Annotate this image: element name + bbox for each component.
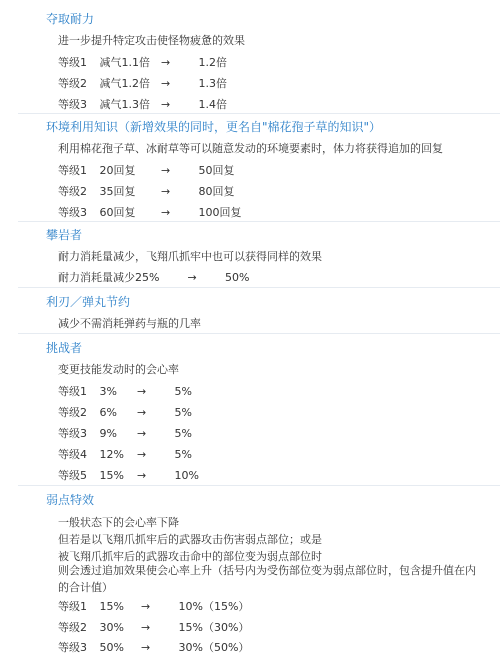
level-to-value: 10%（15%） bbox=[178, 600, 250, 613]
level-label: 等级3 bbox=[58, 641, 87, 654]
section-description-line: 则会透过追加效果使会心率上升（括号内为受伤部位变为弱点部位时，包含提升值在内的合计值） bbox=[58, 564, 476, 594]
level-row bbox=[58, 96, 227, 112]
level-from-value: 50% bbox=[99, 641, 124, 654]
section-description: 耐力消耗量减少，飞翔爪抓牢中也可以获得同样的效果 bbox=[58, 250, 322, 263]
level-from-value: 15% bbox=[99, 600, 124, 613]
arrow-icon: → bbox=[161, 56, 171, 69]
level-row bbox=[58, 204, 242, 220]
level-row bbox=[58, 598, 249, 614]
level-label: 耐力消耗量减少25% bbox=[58, 271, 160, 284]
level-label: 等级4 bbox=[58, 448, 87, 461]
level-to-value: 5% bbox=[174, 448, 192, 461]
arrow-icon: → bbox=[141, 621, 151, 634]
level-row bbox=[58, 619, 249, 635]
level-row bbox=[58, 639, 249, 655]
section-divider bbox=[18, 485, 500, 486]
arrow-icon: → bbox=[137, 469, 147, 482]
section-description: 变更技能发动时的会心率 bbox=[58, 363, 179, 376]
level-row bbox=[58, 404, 192, 420]
arrow-icon: → bbox=[161, 98, 171, 111]
level-row bbox=[58, 425, 192, 441]
level-row bbox=[58, 162, 235, 178]
level-row bbox=[58, 269, 249, 285]
level-row bbox=[58, 467, 199, 483]
level-row bbox=[58, 446, 192, 462]
level-label: 等级5 bbox=[58, 469, 87, 482]
arrow-icon: → bbox=[141, 600, 151, 613]
level-row bbox=[58, 75, 227, 91]
level-to-value: 1.4倍 bbox=[198, 98, 227, 111]
level-label: 等级1 bbox=[58, 56, 87, 69]
level-from-value: 15% bbox=[99, 469, 124, 482]
level-to-value: 80回复 bbox=[198, 185, 235, 198]
level-from-value: 6% bbox=[99, 406, 117, 419]
section-title-blade-ammo-saver: 利刃／弹丸节约 bbox=[46, 295, 131, 309]
level-label: 等级2 bbox=[58, 185, 87, 198]
arrow-icon: → bbox=[187, 271, 197, 284]
arrow-icon: → bbox=[137, 406, 147, 419]
level-label: 等级2 bbox=[58, 621, 87, 634]
arrow-icon: → bbox=[161, 77, 171, 90]
arrow-icon: → bbox=[161, 185, 171, 198]
arrow-icon: → bbox=[161, 164, 171, 177]
level-label: 等级1 bbox=[58, 385, 87, 398]
section-description: 进一步提升特定攻击使怪物疲惫的效果 bbox=[58, 34, 245, 47]
level-to-value: 100回复 bbox=[198, 206, 242, 219]
section-title-weakness-exploit: 弱点特效 bbox=[46, 493, 95, 507]
level-label: 等级2 bbox=[58, 77, 87, 90]
level-from-value: 30% bbox=[99, 621, 124, 634]
level-to-value: 15%（30%） bbox=[178, 621, 250, 634]
level-from-value: 20回复 bbox=[99, 164, 136, 177]
level-from-value: 9% bbox=[99, 427, 117, 440]
section-title-climber: 攀岩者 bbox=[46, 228, 83, 242]
arrow-icon: → bbox=[137, 385, 147, 398]
level-from-value: 60回复 bbox=[99, 206, 136, 219]
section-description-line: 被飞翔爪抓牢后的武器攻击命中的部位变为弱点部位时 bbox=[58, 550, 322, 563]
level-label: 等级3 bbox=[58, 206, 87, 219]
level-to-value: 1.3倍 bbox=[198, 77, 227, 90]
level-to-value: 10% bbox=[174, 469, 199, 482]
level-to-value: 5% bbox=[174, 427, 192, 440]
level-from-value: 35回复 bbox=[99, 185, 136, 198]
section-description-line: 但若是以飞翔爪抓牢后的武器攻击伤害弱点部位；或是 bbox=[58, 533, 322, 546]
level-to-value: 5% bbox=[174, 406, 192, 419]
section-divider bbox=[18, 113, 500, 114]
section-divider bbox=[18, 287, 500, 288]
section-description: 利用棉花孢子草、冰耐草等可以随意发动的环境要素时，体力将获得追加的回复 bbox=[58, 142, 443, 155]
level-label: 等级3 bbox=[58, 98, 87, 111]
level-row bbox=[58, 183, 235, 199]
level-label: 等级1 bbox=[58, 164, 87, 177]
arrow-icon: → bbox=[161, 206, 171, 219]
level-label: 等级3 bbox=[58, 427, 87, 440]
level-from-value: 减气1.3倍 bbox=[99, 98, 150, 111]
level-row bbox=[58, 383, 192, 399]
arrow-icon: → bbox=[137, 448, 147, 461]
level-row bbox=[58, 54, 227, 70]
level-to-value: 1.2倍 bbox=[198, 56, 227, 69]
level-from-value: 12% bbox=[99, 448, 124, 461]
level-from-value: 3% bbox=[99, 385, 117, 398]
level-from-value: 减气1.2倍 bbox=[99, 77, 150, 90]
section-description: 减少不需消耗弹药与瓶的几率 bbox=[58, 317, 201, 330]
level-from-value: 减气1.1倍 bbox=[99, 56, 150, 69]
section-title-environment-knowledge: 环境利用知识（新增效果的同时，更名自"棉花孢子草的知识"） bbox=[46, 120, 382, 134]
level-label: 等级2 bbox=[58, 406, 87, 419]
section-title-stamina-thief: 夺取耐力 bbox=[46, 12, 95, 26]
level-label: 等级1 bbox=[58, 600, 87, 613]
section-divider bbox=[18, 221, 500, 222]
section-description-line: 一般状态下的会心率下降 bbox=[58, 516, 179, 529]
section-title-challenger: 挑战者 bbox=[46, 341, 83, 355]
level-to-value: 50% bbox=[225, 271, 250, 284]
level-to-value: 50回复 bbox=[198, 164, 235, 177]
level-to-value: 5% bbox=[174, 385, 192, 398]
arrow-icon: → bbox=[137, 427, 147, 440]
level-to-value: 30%（50%） bbox=[178, 641, 250, 654]
arrow-icon: → bbox=[141, 641, 151, 654]
section-divider bbox=[18, 333, 500, 334]
